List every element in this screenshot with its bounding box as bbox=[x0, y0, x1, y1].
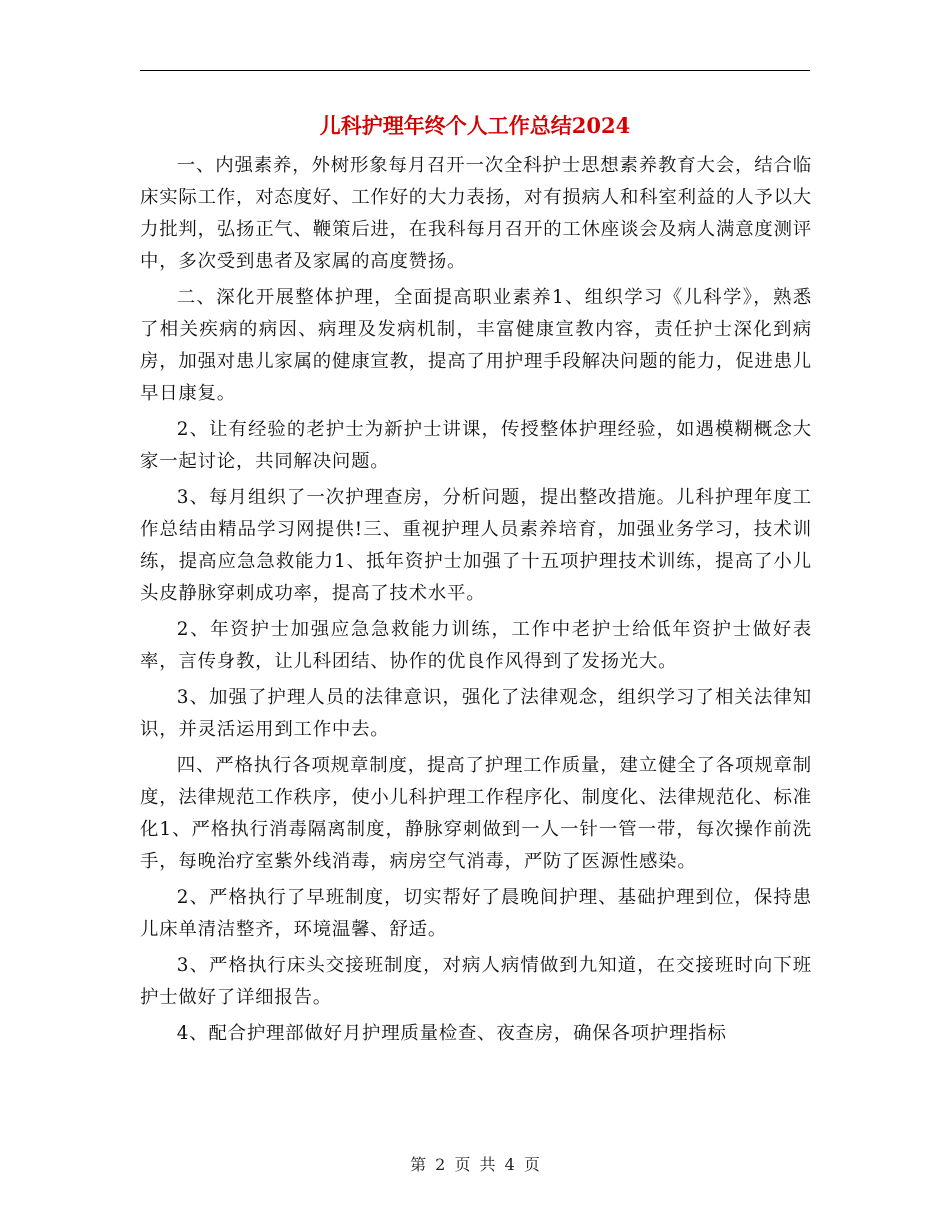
paragraph: 3、加强了护理人员的法律意识，强化了法律观念，组织学习了相关法律知识，并灵活运用到工作中去。 bbox=[140, 687, 812, 740]
page-number-footer: 第 2 页 共 4 页 bbox=[410, 1155, 540, 1174]
header-rule bbox=[140, 70, 810, 71]
paragraph: 3、严格执行床头交接班制度，对病人病情做到九知道，在交接班时向下班护士做好了详细报告。 bbox=[140, 955, 812, 1008]
paragraph: 二、深化开展整体护理，全面提高职业素养1、组织学习《儿科学》，熟悉了相关疾病的病因、病理及发病机制，丰富健康宣教内容，责任护士深化到病房，加强对患儿家属的健康宣教，提高了用护理手段解决问题的能力，促进患儿早日康复。 bbox=[140, 287, 812, 404]
document-body bbox=[140, 150, 812, 1054]
paragraph: 2、让有经验的老护士为新护士讲课，传授整体护理经验，如遇模糊概念大家一起讨论，共同解决问题。 bbox=[140, 419, 812, 472]
paragraph: 3、每月组织了一次护理查房，分析问题，提出整改措施。儿科护理年度工作总结由精品学习网提供!三、重视护理人员素养培育，加强业务学习，技术训练，提高应急急救能力1、抵年资护士加强了十五项护理技术训练，提高了小儿头皮静脉穿刺成功率，提高了技术水平。 bbox=[140, 487, 812, 604]
paragraph: 4、配合护理部做好月护理质量检查、夜查房，确保各项护理指标 bbox=[176, 1023, 727, 1044]
paragraph: 2、严格执行了早班制度，切实帮好了晨晚间护理、基础护理到位，保持患儿床单清洁整齐，环境温馨、舒适。 bbox=[140, 887, 812, 940]
paragraph: 一、内强素养，外树形象每月召开一次全科护士思想素养教育大会，结合临床实际工作，对态度好、工作好的大力表扬，对有损病人和科室利益的人予以大力批判，弘扬正气、鞭策后进，在我科每月召开的工休座谈会及病人满意度测评中，多次受到患者及家属的高度赞扬。 bbox=[140, 155, 812, 272]
paragraph: 2、年资护士加强应急急救能力训练，工作中老护士给低年资护士做好表率，言传身教，让儿科团结、协作的优良作风得到了发扬光大。 bbox=[140, 619, 812, 672]
paragraph: 四、严格执行各项规章制度，提高了护理工作质量，建立健全了各项规章制度，法律规范工作秩序，使小儿科护理工作程序化、制度化、法律规范化、标准化1、严格执行消毒隔离制度，静脉穿刺做到一人一针一管一带，每次操作前洗手，每晚治疗室紫外线消毒，病房空气消毒，严防了医源性感染。 bbox=[140, 755, 812, 872]
document-title: 儿科护理年终个人工作总结2024 bbox=[319, 113, 631, 138]
